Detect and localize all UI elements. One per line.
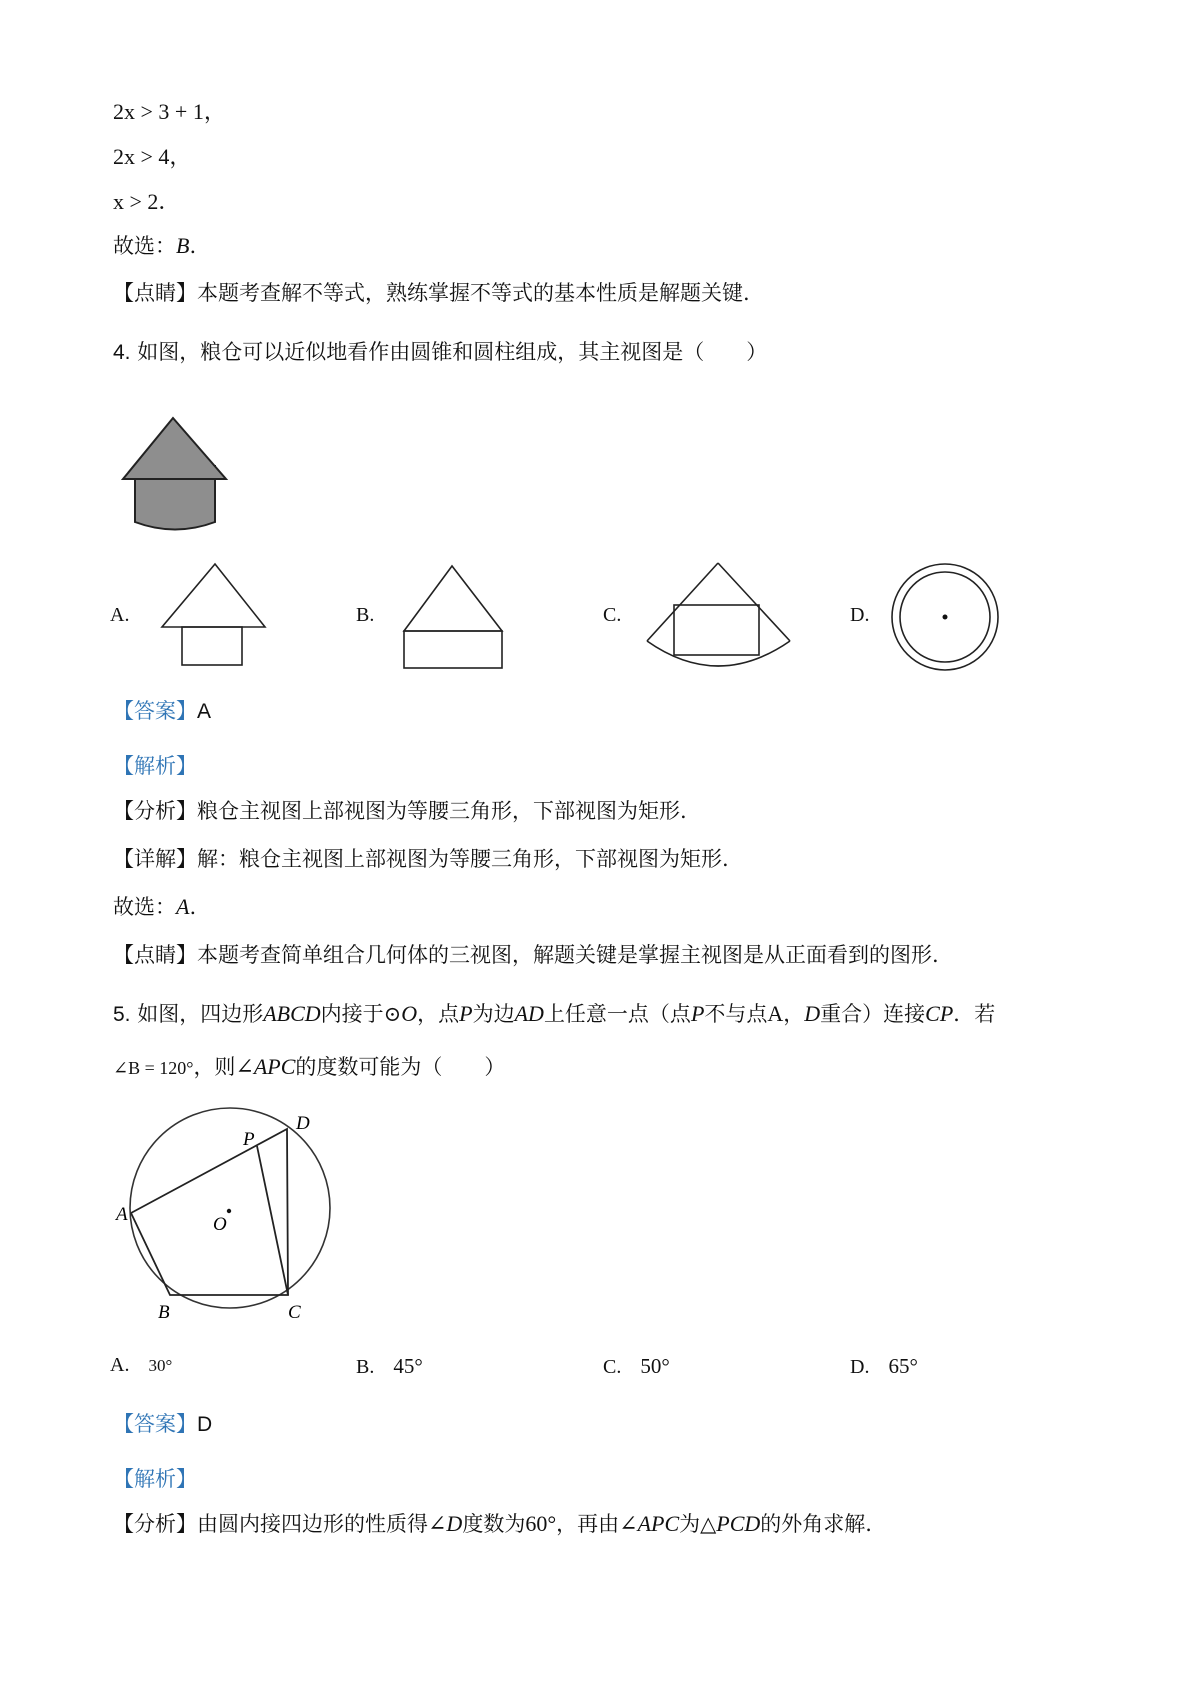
fenxi-tag: 【分析】 (113, 1512, 197, 1536)
option-label: C. (603, 1356, 622, 1378)
circle-o (130, 1108, 330, 1308)
label-d: D (296, 1113, 310, 1134)
answer-tag: 【答案】 (113, 1412, 197, 1436)
stem-math-p2: P (690, 1001, 705, 1026)
q5-number: 5. (113, 1003, 131, 1026)
q4-option-a-label: A. (110, 604, 130, 626)
stem-part: ，点 (417, 1002, 460, 1026)
stem-part: 如图，四边形 (137, 1002, 264, 1026)
fenxi-math-60: 60° (525, 1511, 557, 1536)
q4-choice (113, 893, 196, 921)
fenxi-text: 粮仓主视图上部视图为等腰三角形，下部视图为矩形. (197, 799, 687, 823)
step-2x-gt-3plus1: 2x > 3 + 1， (113, 99, 226, 124)
center-point (227, 1209, 231, 1213)
stem-math-abcd: ABCD (263, 1001, 321, 1026)
granary-cone (123, 418, 226, 479)
step-2x-gt-4: 2x > 4， (113, 144, 192, 169)
choice-value: B (176, 233, 190, 258)
quadrilateral-abcd (131, 1129, 288, 1295)
choice-value: A (176, 894, 190, 919)
q4-number: 4. (113, 341, 131, 364)
q5-option-b (356, 1354, 423, 1379)
segment-cp (257, 1146, 288, 1295)
stem-math-cp: CP (925, 1001, 954, 1026)
dianjing-text: 本题考查解不等式，熟练掌握不等式的基本性质是解题关键. (197, 281, 750, 305)
fenxi-math-angle-d: ∠D (428, 1511, 463, 1536)
label-a: A (116, 1204, 128, 1225)
option-label: B. (356, 1356, 375, 1378)
stem-math-o: O (401, 1001, 418, 1026)
q5-circle-figure (110, 1110, 340, 1325)
dianjing-top (113, 279, 750, 307)
stem-math-angle-apc: ∠APC (235, 1054, 296, 1079)
stem-part: ， (783, 1002, 805, 1026)
dianjing-tag: 【点睛】 (113, 281, 197, 305)
dianjing-text: 本题考查简单组合几何体的三视图，解题关键是掌握主视图是从正面看到的图形. (197, 943, 939, 967)
q4-dianjing (113, 941, 939, 969)
q4-stem (113, 338, 767, 367)
stem-math-angle-b: ∠B = 120° (113, 1058, 194, 1078)
stem-math-p: P (459, 1001, 473, 1026)
q4-fenxi (113, 797, 687, 825)
q5-jiexi-tag: 【解析】 (113, 1467, 197, 1491)
label-o: O (213, 1214, 227, 1235)
answer-value: D (197, 1413, 213, 1436)
fenxi-part: ，再由 (556, 1512, 620, 1536)
option-value: 50° (640, 1354, 670, 1378)
q4-option-c-figure (645, 561, 795, 671)
q4-option-c-label: C. (603, 604, 622, 626)
stem-math-d: D (804, 1001, 821, 1026)
q4-stem-text: 如图，粮仓可以近似地看作由圆锥和圆柱组成，其主视图是（ ） (137, 340, 768, 364)
option-label: A. (110, 1354, 130, 1376)
q4-jiexi-tag: 【解析】 (113, 754, 197, 778)
label-p: P (243, 1129, 255, 1150)
choice-prefix: 故选： (113, 234, 176, 258)
stem-part: 不与点 (704, 1002, 768, 1026)
step-x-gt-2: x > 2． (113, 189, 181, 214)
stem-math-a: A (767, 1001, 784, 1026)
q5-stem-line1 (113, 1000, 995, 1029)
option-label: D. (850, 1356, 870, 1378)
stem-part: 上任意一点（点 (543, 1002, 691, 1026)
fenxi-math-angle-apc: ∠APC (619, 1511, 680, 1536)
q4-option-b-label: B. (356, 604, 375, 626)
q5-stem-line2 (113, 1053, 505, 1082)
answer-tag: 【答案】 (113, 699, 197, 723)
xiangjie-tag: 【详解】 (113, 847, 197, 871)
choice-line-top (113, 232, 196, 260)
q5-answer (113, 1410, 212, 1439)
fenxi-part: 的外角求解. (760, 1512, 872, 1536)
fenxi-part: 度数为 (462, 1512, 526, 1536)
choice-suffix: . (189, 234, 197, 258)
dianjing-tag: 【点睛】 (113, 943, 197, 967)
q4-option-b-figure (402, 563, 512, 673)
circle-symbol: ⊙ (383, 1002, 402, 1026)
fenxi-math-pcd: PCD (716, 1511, 761, 1536)
q4-answer (113, 697, 211, 726)
q4-option-d-figure (890, 563, 1000, 673)
q5-option-d (850, 1354, 918, 1379)
q5-fenxi (113, 1510, 872, 1538)
q4-xiangjie (113, 845, 729, 873)
q4-option-d-label: D. (850, 604, 870, 626)
option-value: 45° (393, 1354, 423, 1378)
q4-option-a-figure (160, 562, 270, 672)
answer-value: A (197, 700, 212, 723)
option-value: 30° (148, 1356, 173, 1375)
triangle-symbol: △ (700, 1512, 717, 1536)
fenxi-part: 由圆内接四边形的性质得 (197, 1512, 428, 1536)
choice-prefix: 故选： (113, 895, 176, 919)
fenxi-part: 为 (679, 1512, 701, 1536)
stem-math-ad: AD (514, 1001, 544, 1026)
stem-part: 重合）连接 (820, 1002, 926, 1026)
q5-option-c (603, 1354, 670, 1379)
option-value: 65° (888, 1354, 918, 1378)
stem-part: 为边 (472, 1002, 515, 1026)
xiangjie-text: 解：粮仓主视图上部视图为等腰三角形，下部视图为矩形. (197, 847, 729, 871)
q5-option-a (110, 1354, 172, 1377)
fenxi-tag: 【分析】 (113, 799, 197, 823)
stem-part: ．若 (953, 1002, 996, 1026)
stem-part: 内接于 (320, 1002, 384, 1026)
choice-suffix: . (189, 895, 197, 919)
label-c: C (288, 1302, 301, 1323)
stem-part: ，则 (193, 1055, 236, 1079)
stem-part: 的度数可能为（ ） (295, 1055, 506, 1079)
label-b: B (158, 1302, 170, 1323)
granary-figure (118, 410, 228, 540)
